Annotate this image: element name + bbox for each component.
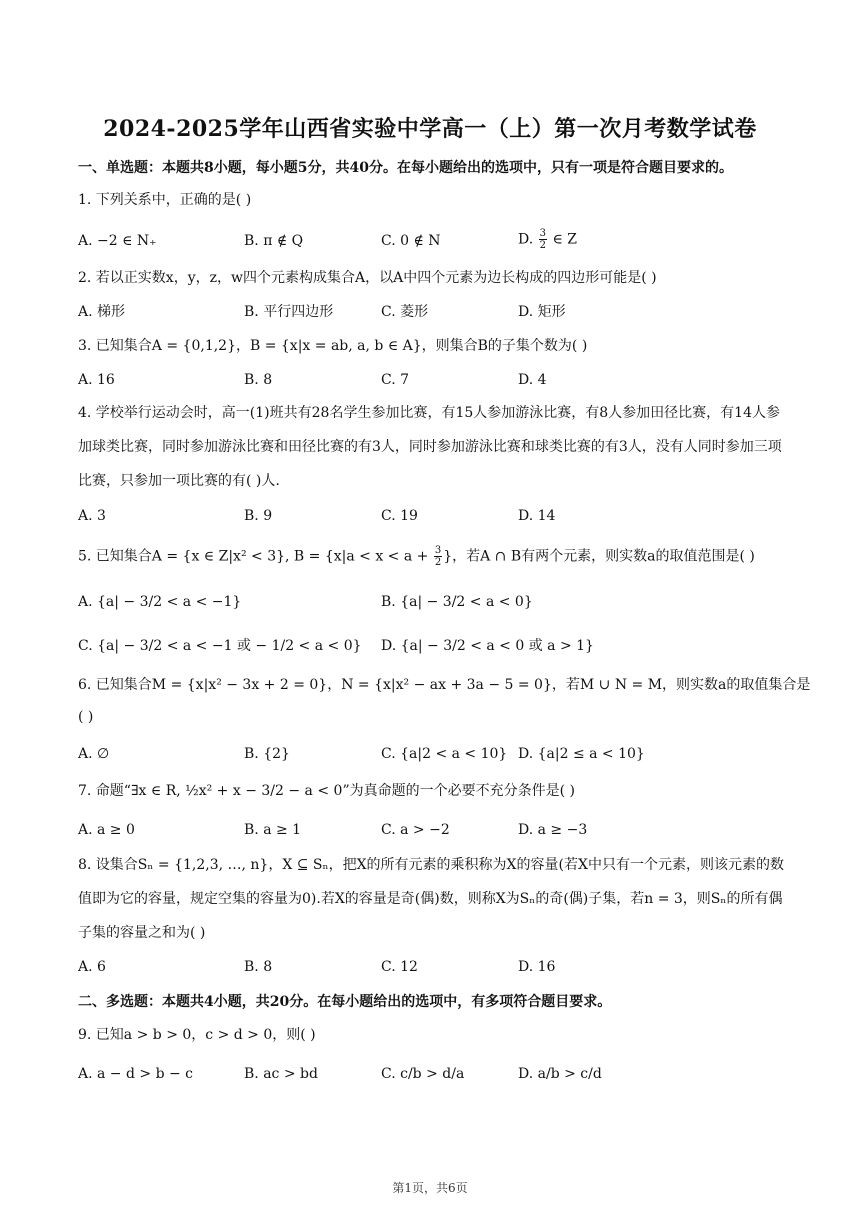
fraction-numerator: 3 [434,545,442,556]
question-9-option-b: B. ac > bd [244,1066,318,1082]
fraction-denominator: 2 [434,557,442,568]
question-7-option-d: D. a ≥ −3 [518,822,588,838]
question-8-option-a: A. 6 [78,959,106,975]
fraction [434,545,442,568]
question-7-stem: 7. 命题“∃x ∈ R, ½x² + x − 3/2 − a < 0”为真命题的一个必要不充分条件是( ) [78,783,575,799]
question-7-option-a: A. a ≥ 0 [78,822,135,838]
question-6-option-a: A. ∅ [78,746,110,762]
question-2-option-c: C. 菱形 [381,304,429,320]
question-5-option-d: D. {a| − 3/2 < a < 0 或 a > 1} [381,638,594,654]
q5-stem-start: 5. 已知集合A = {x ∈ Z|x² < 3}, B = {x|a < x < a + [78,548,433,565]
question-8-stem: 8. 设集合Sₙ = {1,2,3, …, n}，X ⊆ Sₙ，把X的所有元素的乘积称为X的容量(若X中只有一个元素，则该元素的数值即为它的容量，规定空集的容量为0).若X的容量是奇(偶)数，则称X为Sₙ的奇(偶)子集，若n = 3，则Sₙ的所有偶子集的容量之和为( ) [78,857,784,941]
question-8-option-b: B. 8 [244,959,273,975]
section-heading-multiple: 二、多选题：本题共4小题，共20分。在每小题给出的选项中，有多项符合题目要求。 [78,994,612,1010]
fraction [539,228,547,251]
question-4-option-b: B. 9 [244,508,273,524]
question-3-option-a: A. 16 [78,372,115,388]
question-8-option-d: D. 16 [518,959,556,975]
question-6-stem-continued: ( ) [78,709,94,725]
question-1-option-a: A. −2 ∈ N₊ [78,233,157,249]
option-d-prefix: D. [518,231,538,248]
question-1-option-c: C. 0 ∉ N [381,233,441,249]
question-6-stem: 6. 已知集合M = {x|x² − 3x + 2 = 0}，N = {x|x² − ax + 3a − 5 = 0}，若M ∪ N = M，则实数a的取值集合是 [78,677,811,693]
question-6-option-d: D. {a|2 ≤ a < 10} [518,746,645,762]
question-4-option-c: C. 19 [381,508,418,524]
question-5-option-b: B. {a| − 3/2 < a < 0} [381,594,533,610]
option-d-suffix: ∈ Z [548,231,578,248]
section-heading-single: 一、单选题：本题共8小题，每小题5分，共40分。在每小题给出的选项中，只有一项是符合题目要求的。 [78,160,733,176]
question-1-option-b: B. π ∉ Q [244,233,304,249]
question-2-option-d: D. 矩形 [518,304,566,320]
question-6-option-c: C. {a|2 < a < 10} [381,746,508,762]
fraction-numerator: 3 [539,228,547,239]
question-8-option-c: C. 12 [381,959,418,975]
question-7-option-b: B. a ≥ 1 [244,822,302,838]
question-2-option-b: B. 平行四边形 [244,304,334,320]
question-4-option-d: D. 14 [518,508,556,524]
page-title: 2024-2025学年山西省实验中学高一（上）第一次月考数学试卷 [103,116,757,142]
question-3-option-b: B. 8 [244,372,273,388]
question-7-option-c: C. a > −2 [381,822,450,838]
question-4-option-a: A. 3 [78,508,106,524]
question-3-option-c: C. 7 [381,372,410,388]
question-5-option-c: C. {a| − 3/2 < a < −1 或 − 1/2 < a < 0} [78,638,362,654]
question-3-stem: 3. 已知集合A = {0,1,2}，B = {x|x = ab, a, b ∈ A}，则集合B的子集个数为( ) [78,338,588,354]
question-9-stem: 9. 已知a > b > 0，c > d > 0，则( ) [78,1027,316,1043]
question-2-option-a: A. 梯形 [78,304,126,320]
question-3-option-d: D. 4 [518,372,547,388]
page-footer: 第1页，共6页 [392,1181,468,1195]
q5-stem-end: }，若A ∩ B有两个元素，则实数a的取值范围是( ) [443,548,755,565]
question-5-option-a: A. {a| − 3/2 < a < −1} [78,594,242,610]
question-5-stem [78,545,798,568]
question-2-stem: 2. 若以正实数x，y，z，w四个元素构成集合A，以A中四个元素为边长构成的四边形可能是( ) [78,270,657,286]
question-9-option-d: D. a/b > c/d [518,1066,602,1082]
question-9-option-a: A. a − d > b − c [78,1066,194,1082]
question-1-option-d [518,228,577,251]
fraction-denominator: 2 [539,240,547,251]
question-9-option-c: C. c/b > d/a [381,1066,465,1082]
question-1-stem: 1. 下列关系中，正确的是( ) [78,192,252,208]
question-4-stem: 4. 学校举行运动会时，高一(1)班共有28名学生参加比赛，有15人参加游泳比赛，有8人参加田径比赛，有14人参加球类比赛，同时参加游泳比赛和田径比赛的有3人，同时参加游泳比赛和球类比赛的有3人，没有人同时参加三项比赛，只参加一项比赛的有( )人. [78,405,782,489]
question-6-option-b: B. {2} [244,746,290,762]
